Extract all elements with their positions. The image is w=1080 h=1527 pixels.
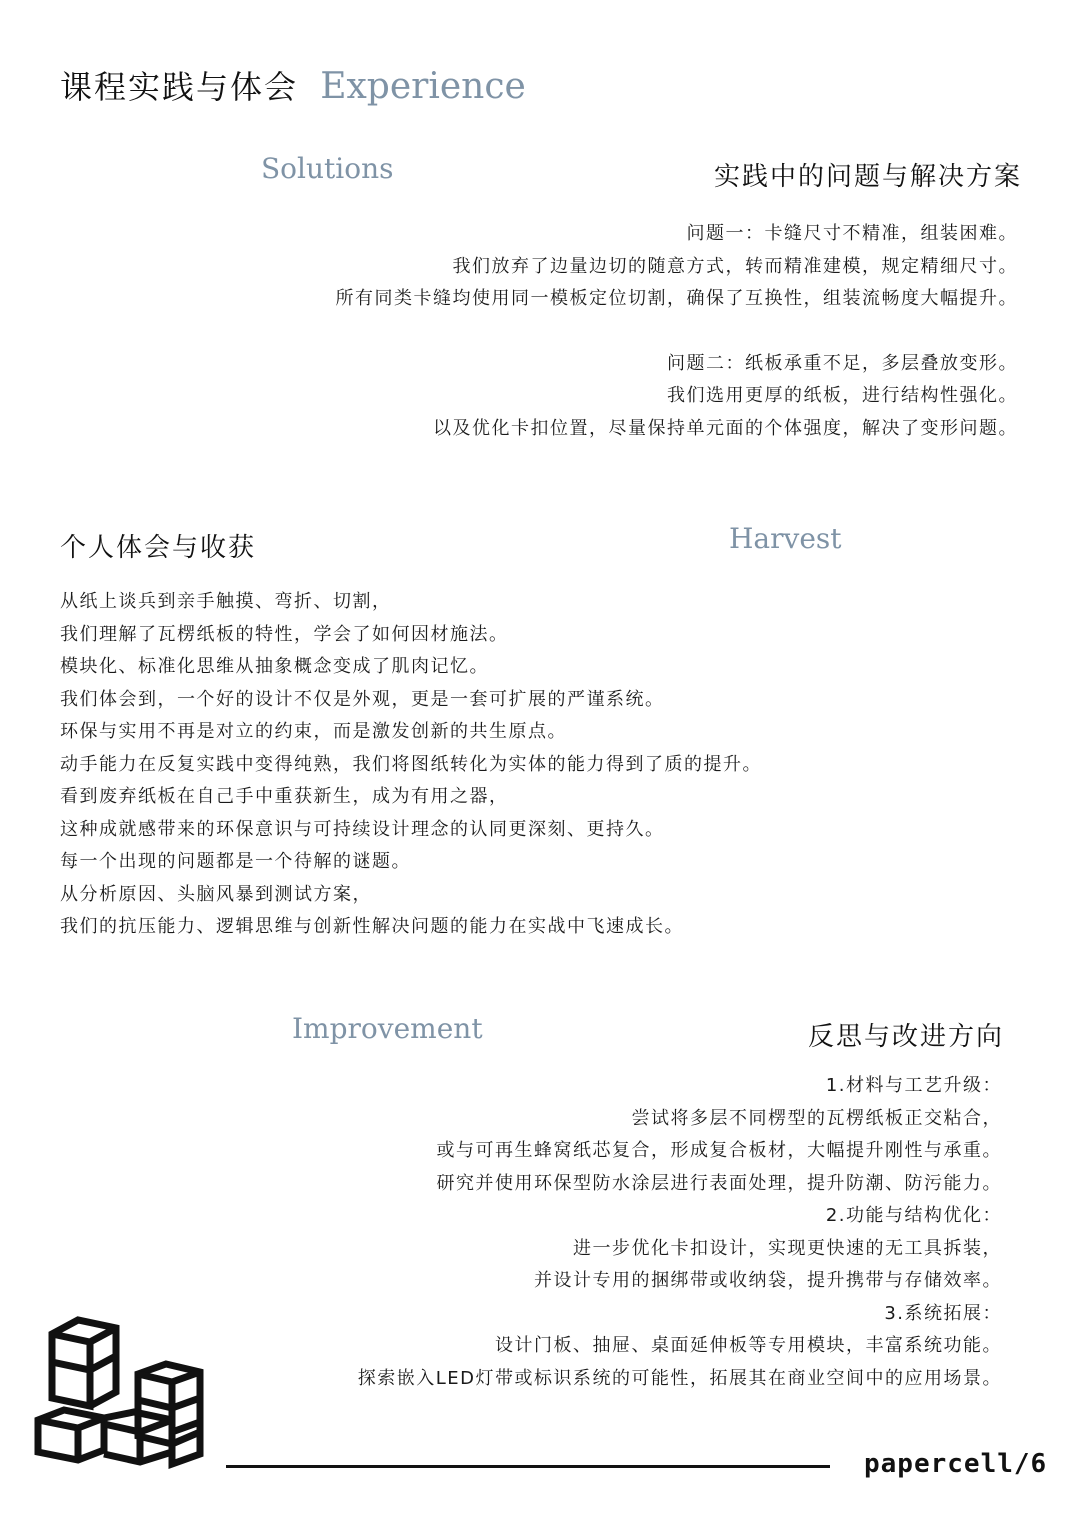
harvest-line: 我们的抗压能力、逻辑思维与创新性解决问题的能力在实战中飞速成长。 <box>60 916 684 937</box>
improvement-line: 2.功能与结构优化： <box>825 1205 1002 1226</box>
brand-logo: papercell/6 <box>864 1449 1048 1479</box>
stacked-cube-modules-icon <box>30 1312 210 1492</box>
solutions-line: 我们选用更厚的纸板，进行结构性强化。 <box>667 385 1018 406</box>
improvement-line: 3.系统拓展： <box>884 1302 1002 1324</box>
harvest-line: 从分析原因、头脑风暴到测试方案， <box>60 883 372 905</box>
solutions-line: 我们放弃了边量边切的随意方式，转而精准建模，规定精细尺寸。 <box>452 255 1018 277</box>
harvest-line: 每一个出现的问题都是一个待解的谜题。 <box>60 851 411 872</box>
harvest-line: 动手能力在反复实践中变得纯熟，我们将图纸转化为实体的能力得到了质的提升。 <box>60 753 762 775</box>
solutions-title: 实践中的问题与解决方案 <box>713 162 1022 192</box>
solutions-line: 所有同类卡缝均使用同一模板定位切割，确保了互换性，组装流畅度大幅提升。 <box>335 288 1018 309</box>
improvement-line: 并设计专用的捆绑带或收纳袋，提升携带与存储效率。 <box>534 1270 1002 1291</box>
harvest-line: 从纸上谈兵到亲手触摸、弯折、切割， <box>60 591 392 612</box>
improvement-label-en: Improvement <box>292 1012 483 1045</box>
improvement-line: 1.材料与工艺升级： <box>825 1075 1002 1096</box>
page-title-cn: 课程实践与体会 <box>60 68 299 106</box>
improvement-title: 反思与改进方向 <box>808 1022 1005 1052</box>
improvement-line: 研究并使用环保型防水涂层进行表面处理，提升防潮、防污能力。 <box>436 1172 1002 1194</box>
harvest-line: 模块化、标准化思维从抽象概念变成了肌肉记忆。 <box>60 656 489 677</box>
solutions-text <box>336 218 1019 445</box>
harvest-title: 个人体会与收获 <box>60 533 257 563</box>
harvest-line: 我们体会到，一个好的设计不仅是外观，更是一套可扩展的严谨系统。 <box>60 688 665 710</box>
solutions-line: 以及优化卡扣位置，尽量保持单元面的个体强度，解决了变形问题。 <box>433 417 1018 439</box>
improvement-line: 尝试将多层不同楞型的瓦楞纸板正交粘合， <box>631 1107 1002 1129</box>
harvest-label-en: Harvest <box>729 522 842 555</box>
improvement-line: 或与可再生蜂窝纸芯复合，形成复合板材，大幅提升刚性与承重。 <box>436 1140 1002 1161</box>
harvest-line: 看到废弃纸板在自己手中重获新生，成为有用之器， <box>60 786 509 807</box>
improvement-line: 探索嵌入LED灯带或标识系统的可能性，拓展其在商业空间中的应用场景。 <box>357 1367 1002 1389</box>
solutions-spacer <box>336 316 1019 348</box>
page-title-en: Experience <box>320 66 526 107</box>
harvest-text <box>60 586 762 944</box>
improvement-line: 设计门板、抽屉、桌面延伸板等专用模块，丰富系统功能。 <box>495 1335 1002 1356</box>
page-title <box>60 62 526 108</box>
solutions-label-en: Solutions <box>261 152 394 185</box>
improvement-line: 进一步优化卡扣设计，实现更快速的无工具拆装， <box>573 1237 1002 1259</box>
harvest-line: 这种成就感带来的环保意识与可持续设计理念的认同更深刻、更持久。 <box>60 818 665 840</box>
footer-divider <box>226 1465 830 1468</box>
solutions-line: 问题二：纸板承重不足，多层叠放变形。 <box>667 352 1018 374</box>
harvest-line: 我们理解了瓦楞纸板的特性，学会了如何因材施法。 <box>60 623 509 645</box>
solutions-line: 问题一：卡缝尺寸不精准，组装困难。 <box>686 223 1018 244</box>
improvement-text <box>358 1070 1002 1395</box>
harvest-line: 环保与实用不再是对立的约束，而是激发创新的共生原点。 <box>60 721 567 742</box>
